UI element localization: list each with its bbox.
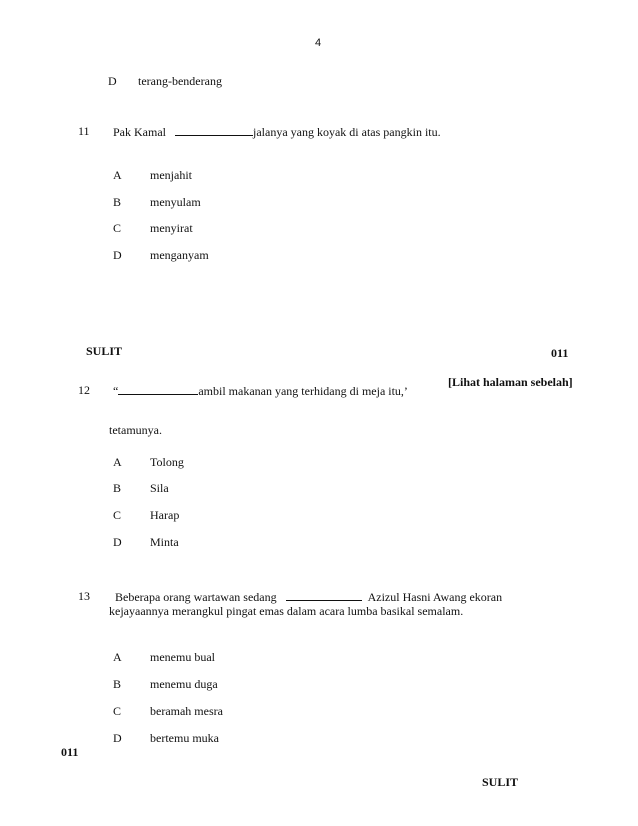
question-text — [113, 383, 408, 399]
footer-code: 011 — [551, 346, 569, 360]
option-text: menjahit — [150, 168, 192, 182]
option-text: menyirat — [150, 221, 193, 235]
option-text: terang-benderang — [138, 74, 222, 88]
question-text — [113, 124, 441, 140]
option-text: Tolong — [150, 455, 184, 469]
option-text: menyulam — [150, 195, 201, 209]
page-number: 4 — [315, 37, 322, 49]
option-letter: C — [113, 704, 122, 718]
footer-sulit: SULIT — [86, 344, 123, 358]
question-text-end: jalanya yang koyak di atas pangkin itu. — [253, 124, 441, 139]
footer-sulit: SULIT — [482, 775, 519, 789]
question-number: 12 — [78, 383, 90, 397]
option-text: Harap — [150, 508, 180, 522]
option-letter: A — [113, 168, 122, 182]
answer-blank — [286, 589, 362, 601]
question-text-start: Pak Kamal — [113, 124, 166, 139]
option-letter: C — [113, 221, 122, 235]
option-text: Minta — [150, 535, 179, 549]
question-text-line2: tetamunya. — [109, 423, 162, 437]
option-text: menemu bual — [150, 650, 215, 664]
option-letter: D — [113, 731, 122, 745]
question-number: 11 — [78, 124, 90, 138]
option-text: menganyam — [150, 248, 209, 262]
option-letter: A — [113, 650, 122, 664]
answer-blank — [118, 383, 198, 395]
option-text: menemu duga — [150, 677, 218, 691]
answer-blank — [175, 124, 253, 136]
option-text: beramah mesra — [150, 704, 223, 718]
option-letter: C — [113, 508, 122, 522]
question-text-end: Azizul Hasni Awang ekoran — [367, 589, 503, 604]
question-text-end: ambil makanan yang terhidang di meja itu,’ — [198, 383, 408, 398]
option-letter: B — [113, 195, 122, 209]
option-letter: A — [113, 455, 122, 469]
question-number: 13 — [78, 589, 90, 603]
question-text — [115, 589, 502, 605]
next-page-note: [Lihat halaman sebelah] — [448, 375, 573, 389]
question-text-start: “ — [113, 383, 119, 398]
option-text: bertemu muka — [150, 731, 219, 745]
option-letter: B — [113, 481, 122, 495]
footer-code: 011 — [61, 745, 79, 759]
option-letter: B — [113, 677, 122, 691]
option-letter: D — [113, 535, 122, 549]
option-text: Sila — [150, 481, 169, 495]
option-letter: D — [113, 248, 122, 262]
question-text-line2: kejayaannya merangkul pingat emas dalam acara lumba basikal semalam. — [109, 604, 464, 618]
option-letter: D — [108, 74, 117, 88]
question-text-start: Beberapa orang wartawan sedang — [115, 589, 277, 604]
